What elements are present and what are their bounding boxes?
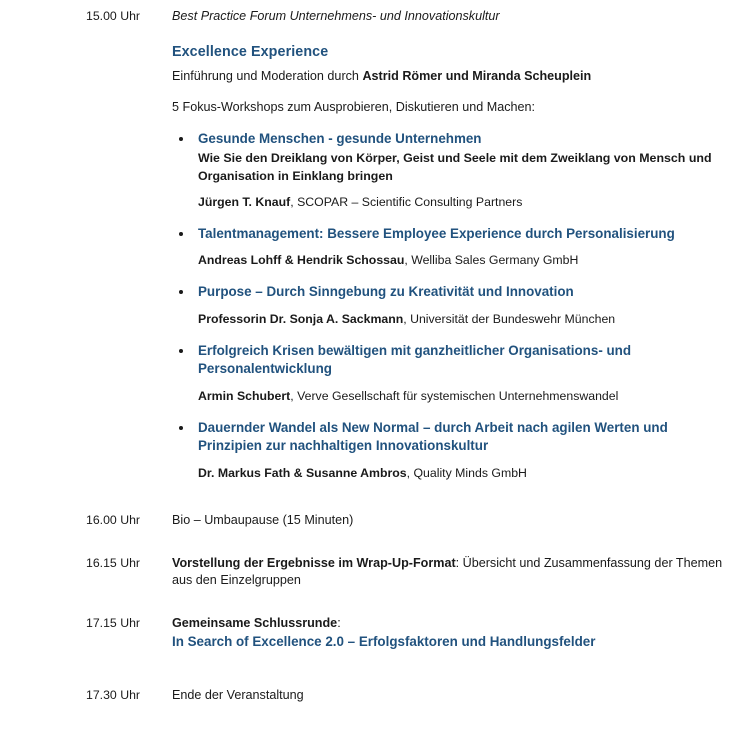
speaker-affiliation: , Quality Minds GmbH: [406, 465, 527, 480]
wrapup-bold-lead: Vorstellung der Ergebnisse im Wrap-Up-Format: [172, 555, 456, 570]
agenda-entry-1500: [0, 8, 734, 482]
wrapup-rest: : Übersicht und Zusammenfassung der Themen aus den Einzelgruppen: [172, 555, 723, 587]
agenda-entry-1730: [0, 687, 734, 704]
bullet-icon: [179, 290, 183, 294]
workshops-intro: 5 Fokus-Workshops zum Ausprobieren, Diskutieren und Machen:: [172, 100, 536, 114]
spacer: [172, 25, 734, 43]
moderation-line: [172, 68, 734, 85]
workshop-title: Purpose – Durch Sinngebung zu Kreativität und Innovation: [198, 284, 574, 299]
spacer: [172, 116, 734, 130]
spacer: [0, 651, 734, 687]
bullet-icon: [179, 232, 183, 236]
forum-subtitle: Best Practice Forum Unternehmens- und Innovationskultur: [172, 9, 500, 23]
speaker-affiliation: , Welliba Sales Germany GmbH: [404, 253, 579, 267]
speaker-affiliation: , Universität der Bundeswehr München: [403, 311, 616, 326]
agenda-time-1600: 16.00 Uhr: [86, 512, 141, 527]
closing-round-title: In Search of Excellence 2.0 – Erfolgsfaktoren und Handlungsfelder: [172, 633, 596, 649]
speaker-name: Dr. Markus Fath & Susanne Ambros: [198, 465, 407, 480]
workshop-speaker: [198, 311, 734, 328]
workshop-title: Talentmanagement: Bessere Employee Experience durch Personalisierung: [198, 225, 675, 241]
workshop-list: [172, 130, 734, 482]
moderation-prefix: Einführung und Moderation durch: [172, 69, 363, 83]
agenda-text-1600: Bio – Umbaupause (15 Minuten): [172, 512, 354, 527]
agenda-time-1730: 17.30 Uhr: [86, 687, 141, 702]
bullet-icon: [179, 137, 183, 141]
top-spacer: [0, 0, 734, 8]
workshop-title: Erfolgreich Krisen bewältigen mit ganzheitlicher Organisations- und Personalentwicklung: [198, 342, 632, 376]
spacer: [0, 589, 734, 615]
closing-round-colon: :: [337, 615, 341, 630]
workshop-speaker: [198, 252, 734, 269]
workshop-subtitle: Wie Sie den Dreiklang von Körper, Geist und Seele mit dem Zweiklang von Mensch und Organisation in Einklang bringen: [198, 150, 712, 183]
moderation-names: Astrid Römer und Miranda Scheuplein: [362, 69, 592, 83]
workshop-item: [172, 342, 734, 405]
agenda-body-1500: [172, 8, 734, 482]
workshop-speaker: [198, 465, 734, 482]
agenda-body-1730: [172, 687, 734, 704]
agenda-body-1715: [172, 615, 734, 651]
bullet-icon: [179, 426, 183, 430]
workshop-title: Dauernder Wandel als New Normal – durch Arbeit nach agilen Werten und Prinzipien zur nachhaltigen Innovationskultur: [198, 419, 668, 453]
workshop-title: Gesunde Menschen - gesunde Unternehmen: [198, 131, 482, 146]
speaker-affiliation: , Verve Gesellschaft für systemischen Unternehmenswandel: [290, 388, 619, 403]
speaker-name: Andreas Lohff & Hendrik Schossau: [198, 253, 405, 267]
agenda-time-1500: 15.00 Uhr: [86, 9, 141, 23]
speaker-affiliation: , SCOPAR – Scientific Consulting Partners: [290, 194, 523, 209]
closing-round-line: [172, 615, 734, 632]
speaker-name: Jürgen T. Knauf: [198, 194, 291, 209]
agenda-body-1615: [172, 555, 734, 589]
excellence-experience-heading: Excellence Experience: [172, 44, 329, 60]
agenda-entry-1600: [0, 512, 734, 529]
workshop-item: [172, 225, 734, 270]
closing-round-label: Gemeinsame Schlussrunde: [172, 615, 338, 630]
spacer: [0, 529, 734, 555]
agenda-time-1615: 16.15 Uhr: [86, 555, 141, 570]
spacer: [172, 85, 734, 99]
speaker-name: Professorin Dr. Sonja A. Sackmann: [198, 311, 404, 326]
workshop-item: [172, 419, 734, 482]
agenda-entry-1715: [0, 615, 734, 651]
agenda-time-1715: 17.15 Uhr: [86, 615, 141, 630]
speaker-name: Armin Schubert: [198, 388, 291, 403]
agenda-body-1600: [172, 512, 734, 529]
bullet-icon: [179, 349, 183, 353]
workshop-speaker: [198, 194, 734, 211]
workshop-speaker: [198, 388, 734, 405]
agenda-text-1615: [172, 555, 734, 589]
agenda-entry-1615: [0, 555, 734, 589]
workshop-item: [172, 283, 734, 328]
workshop-item: [172, 130, 734, 211]
agenda-text-1730: Ende der Veranstaltung: [172, 687, 304, 702]
spacer: [0, 482, 734, 512]
